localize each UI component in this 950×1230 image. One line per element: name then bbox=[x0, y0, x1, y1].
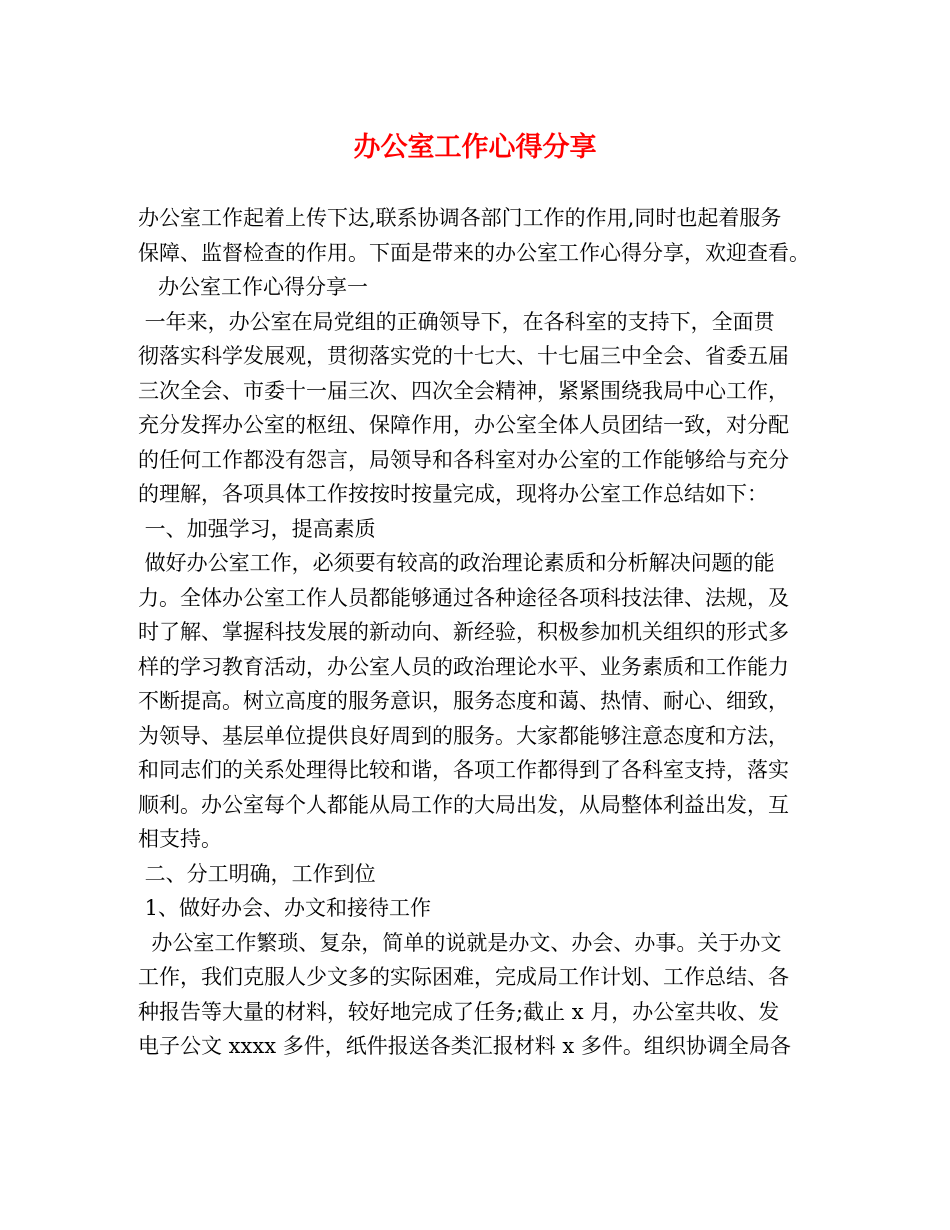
text-line: 为领导、基层单位提供良好周到的服务。大家都能够注意态度和方法， bbox=[138, 723, 789, 748]
text-line: 不断提高。树立高度的服务意识，服务态度和蔼、热情、耐心、细致， bbox=[138, 689, 789, 713]
text-line: 1、做好办会、办文和接待工作 bbox=[138, 896, 432, 920]
text-line: 三次全会、市委十一届三次、四次全会精神，紧紧围绕我局中心工作， bbox=[138, 378, 789, 403]
text-line: 一、加强学习，提高素质 bbox=[138, 516, 376, 541]
text-line: 种报告等大量的材料，较好地完成了任务;截止 x 月，办公室共收、发 bbox=[138, 999, 780, 1024]
text-line: 彻落实科学发展观，贯彻落实党的十七大、十七届三中全会、省委五届 bbox=[138, 344, 789, 368]
text-line: 办公室工作起着上传下达,联系协调各部门工作的作用,同时也起着服务 bbox=[138, 206, 782, 230]
text-line: 充分发挥办公室的枢纽、保障作用，办公室全体人员团结一致，对分配 bbox=[138, 413, 789, 437]
text-line: 时了解、掌握科技发展的新动向、新经验，积极参加机关组织的形式多 bbox=[138, 620, 789, 644]
text-line: 力。全体办公室工作人员都能够通过各种途径各项科技法律、法规，及 bbox=[138, 585, 789, 610]
text-line: 的任何工作都没有怨言，局领导和各科室对办公室的工作能够给与充分 bbox=[138, 447, 789, 472]
document-body bbox=[138, 201, 828, 1064]
text-line: 一年来，办公室在局党组的正确领导下，在各科室的支持下，全面贯 bbox=[138, 309, 775, 334]
text-line: 的理解，各项具体工作按按时按量完成，现将办公室工作总结如下： bbox=[138, 482, 768, 506]
text-line: 和同志们的关系处理得比较和谐，各项工作都得到了各科室支持，落实 bbox=[138, 758, 789, 782]
text-line: 做好办公室工作，必须要有较高的政治理论素质和分析解决问题的能 bbox=[138, 551, 775, 575]
document-title: 办公室工作心得分享 bbox=[353, 132, 597, 163]
text-line: 办公室工作繁琐、复杂，简单的说就是办文、办会、办事。关于办文 bbox=[138, 930, 782, 955]
text-line: 工作，我们克服人少文多的实际困难，完成局工作计划、工作总结、各 bbox=[138, 965, 789, 989]
text-line: 样的学习教育活动，办公室人员的政治理论水平、业务素质和工作能力 bbox=[138, 654, 789, 679]
text-line: 顺利。办公室每个人都能从局工作的大局出发，从局整体利益出发，互 bbox=[138, 792, 789, 817]
text-line: 二、分工明确，工作到位 bbox=[138, 861, 376, 886]
text-line: 保障、监督检查的作用。下面是带来的办公室工作心得分享，欢迎查看。 bbox=[138, 240, 810, 265]
text-line: 办公室工作心得分享一 bbox=[138, 275, 369, 299]
text-line: 电子公文 xxxx 多件，纸件报送各类汇报材料 x 多件。组织协调全局各 bbox=[138, 1034, 791, 1058]
text-line: 相支持。 bbox=[138, 827, 222, 851]
